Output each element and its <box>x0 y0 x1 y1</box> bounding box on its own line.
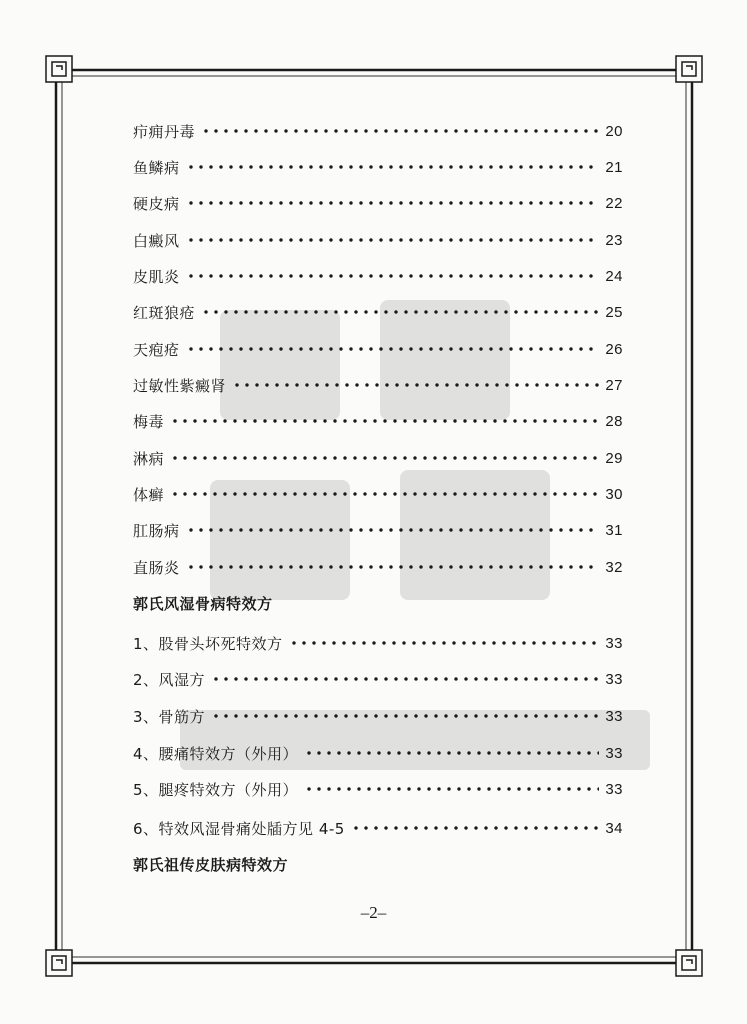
corner-ornament-top-left <box>46 56 72 82</box>
toc-entry-page: 23 <box>605 231 623 249</box>
toc-entry-title: 疖痈丹毒 <box>133 122 196 141</box>
dot-leader <box>186 565 600 569</box>
dot-leader <box>186 238 600 242</box>
toc-entry-title: 梅毒 <box>133 412 165 431</box>
toc-entry-page: 29 <box>605 449 623 467</box>
dot-leader <box>186 528 600 532</box>
dot-leader <box>211 677 599 681</box>
toc-entry-title: 6、特效风湿骨痛处牐方见 4-5 <box>133 819 345 838</box>
toc-entry-title: 红斑狼疮 <box>133 303 196 322</box>
dot-leader <box>304 787 599 791</box>
toc-entry-title: 4、腰痛特效方（外用） <box>133 744 299 763</box>
toc-entry-title: 淋病 <box>133 449 165 468</box>
toc-entry <box>133 263 623 289</box>
dot-leader <box>186 347 600 351</box>
toc-entry <box>133 481 623 507</box>
toc-entry-page: 22 <box>605 194 623 212</box>
toc-entry-page: 33 <box>605 780 623 798</box>
toc-entry-page: 33 <box>605 744 623 762</box>
dot-leader <box>170 492 599 496</box>
toc-entry-title: 2、风湿方 <box>133 670 206 689</box>
toc-entry-title: 天疱疮 <box>133 340 180 359</box>
dot-leader <box>211 714 599 718</box>
corner-ornament-bottom-left <box>46 950 72 976</box>
dot-leader <box>232 383 599 387</box>
toc-entry <box>133 740 623 766</box>
toc-entry-title: 直肠炎 <box>133 558 180 577</box>
dot-leader <box>351 826 600 830</box>
dot-leader <box>289 641 600 645</box>
toc-entry-title: 鱼鳞病 <box>133 158 180 177</box>
toc-entry <box>133 154 623 180</box>
toc-entry-page: 32 <box>605 558 623 576</box>
toc-entry-page: 20 <box>605 122 623 140</box>
toc-entry-page: 24 <box>605 267 623 285</box>
toc-entry-page: 30 <box>605 485 623 503</box>
toc-entry-title: 白癜风 <box>133 231 180 250</box>
section-heading: 郭氏祖传皮肤病特效方 <box>133 855 289 874</box>
toc-entry-title: 肛肠病 <box>133 521 180 540</box>
toc-entry <box>133 666 623 692</box>
toc-entry <box>133 299 623 325</box>
toc-entry-title: 过敏性紫癜肾 <box>133 376 227 395</box>
toc-entry <box>133 372 623 398</box>
toc-entry-page: 33 <box>605 634 623 652</box>
toc-entry <box>133 703 623 729</box>
toc-entry <box>133 408 623 434</box>
dot-leader <box>186 165 600 169</box>
dot-leader <box>170 456 599 460</box>
toc-entry <box>133 118 623 144</box>
toc-entry-title: 1、股骨头坏死特效方 <box>133 634 283 653</box>
toc-entry-title: 体癣 <box>133 485 165 504</box>
toc-entry <box>133 517 623 543</box>
toc-entry-title: 硬皮病 <box>133 194 180 213</box>
toc-entry <box>133 776 623 802</box>
dot-leader <box>304 751 599 755</box>
corner-ornament-top-right <box>676 56 702 82</box>
toc-entry-title: 5、腿疼特效方（外用） <box>133 780 299 799</box>
section-heading: 郭氏风湿骨病特效方 <box>133 594 273 613</box>
toc-entry <box>133 190 623 216</box>
toc-entry-page: 31 <box>605 521 623 539</box>
toc-entry-page: 25 <box>605 303 623 321</box>
toc-entry-page: 26 <box>605 340 623 358</box>
toc-entry-page: 33 <box>605 670 623 688</box>
toc-entry-title: 皮肌炎 <box>133 267 180 286</box>
page-number: –2– <box>360 903 387 922</box>
dot-leader <box>186 274 600 278</box>
toc-entry <box>133 630 623 656</box>
toc-entry <box>133 227 623 253</box>
toc-entry-page: 28 <box>605 412 623 430</box>
toc-entry-page: 34 <box>605 819 623 837</box>
toc-entry-title: 3、骨筋方 <box>133 707 206 726</box>
dot-leader <box>170 419 599 423</box>
toc-entry <box>133 815 623 841</box>
toc-entry-page: 27 <box>605 376 623 394</box>
dot-leader <box>186 201 600 205</box>
toc-entry <box>133 554 623 580</box>
dot-leader <box>201 310 599 314</box>
toc-entry <box>133 445 623 471</box>
dot-leader <box>201 129 599 133</box>
corner-ornament-bottom-right <box>676 950 702 976</box>
toc-entry-page: 21 <box>605 158 623 176</box>
toc-entry-page: 33 <box>605 707 623 725</box>
toc-entry <box>133 336 623 362</box>
